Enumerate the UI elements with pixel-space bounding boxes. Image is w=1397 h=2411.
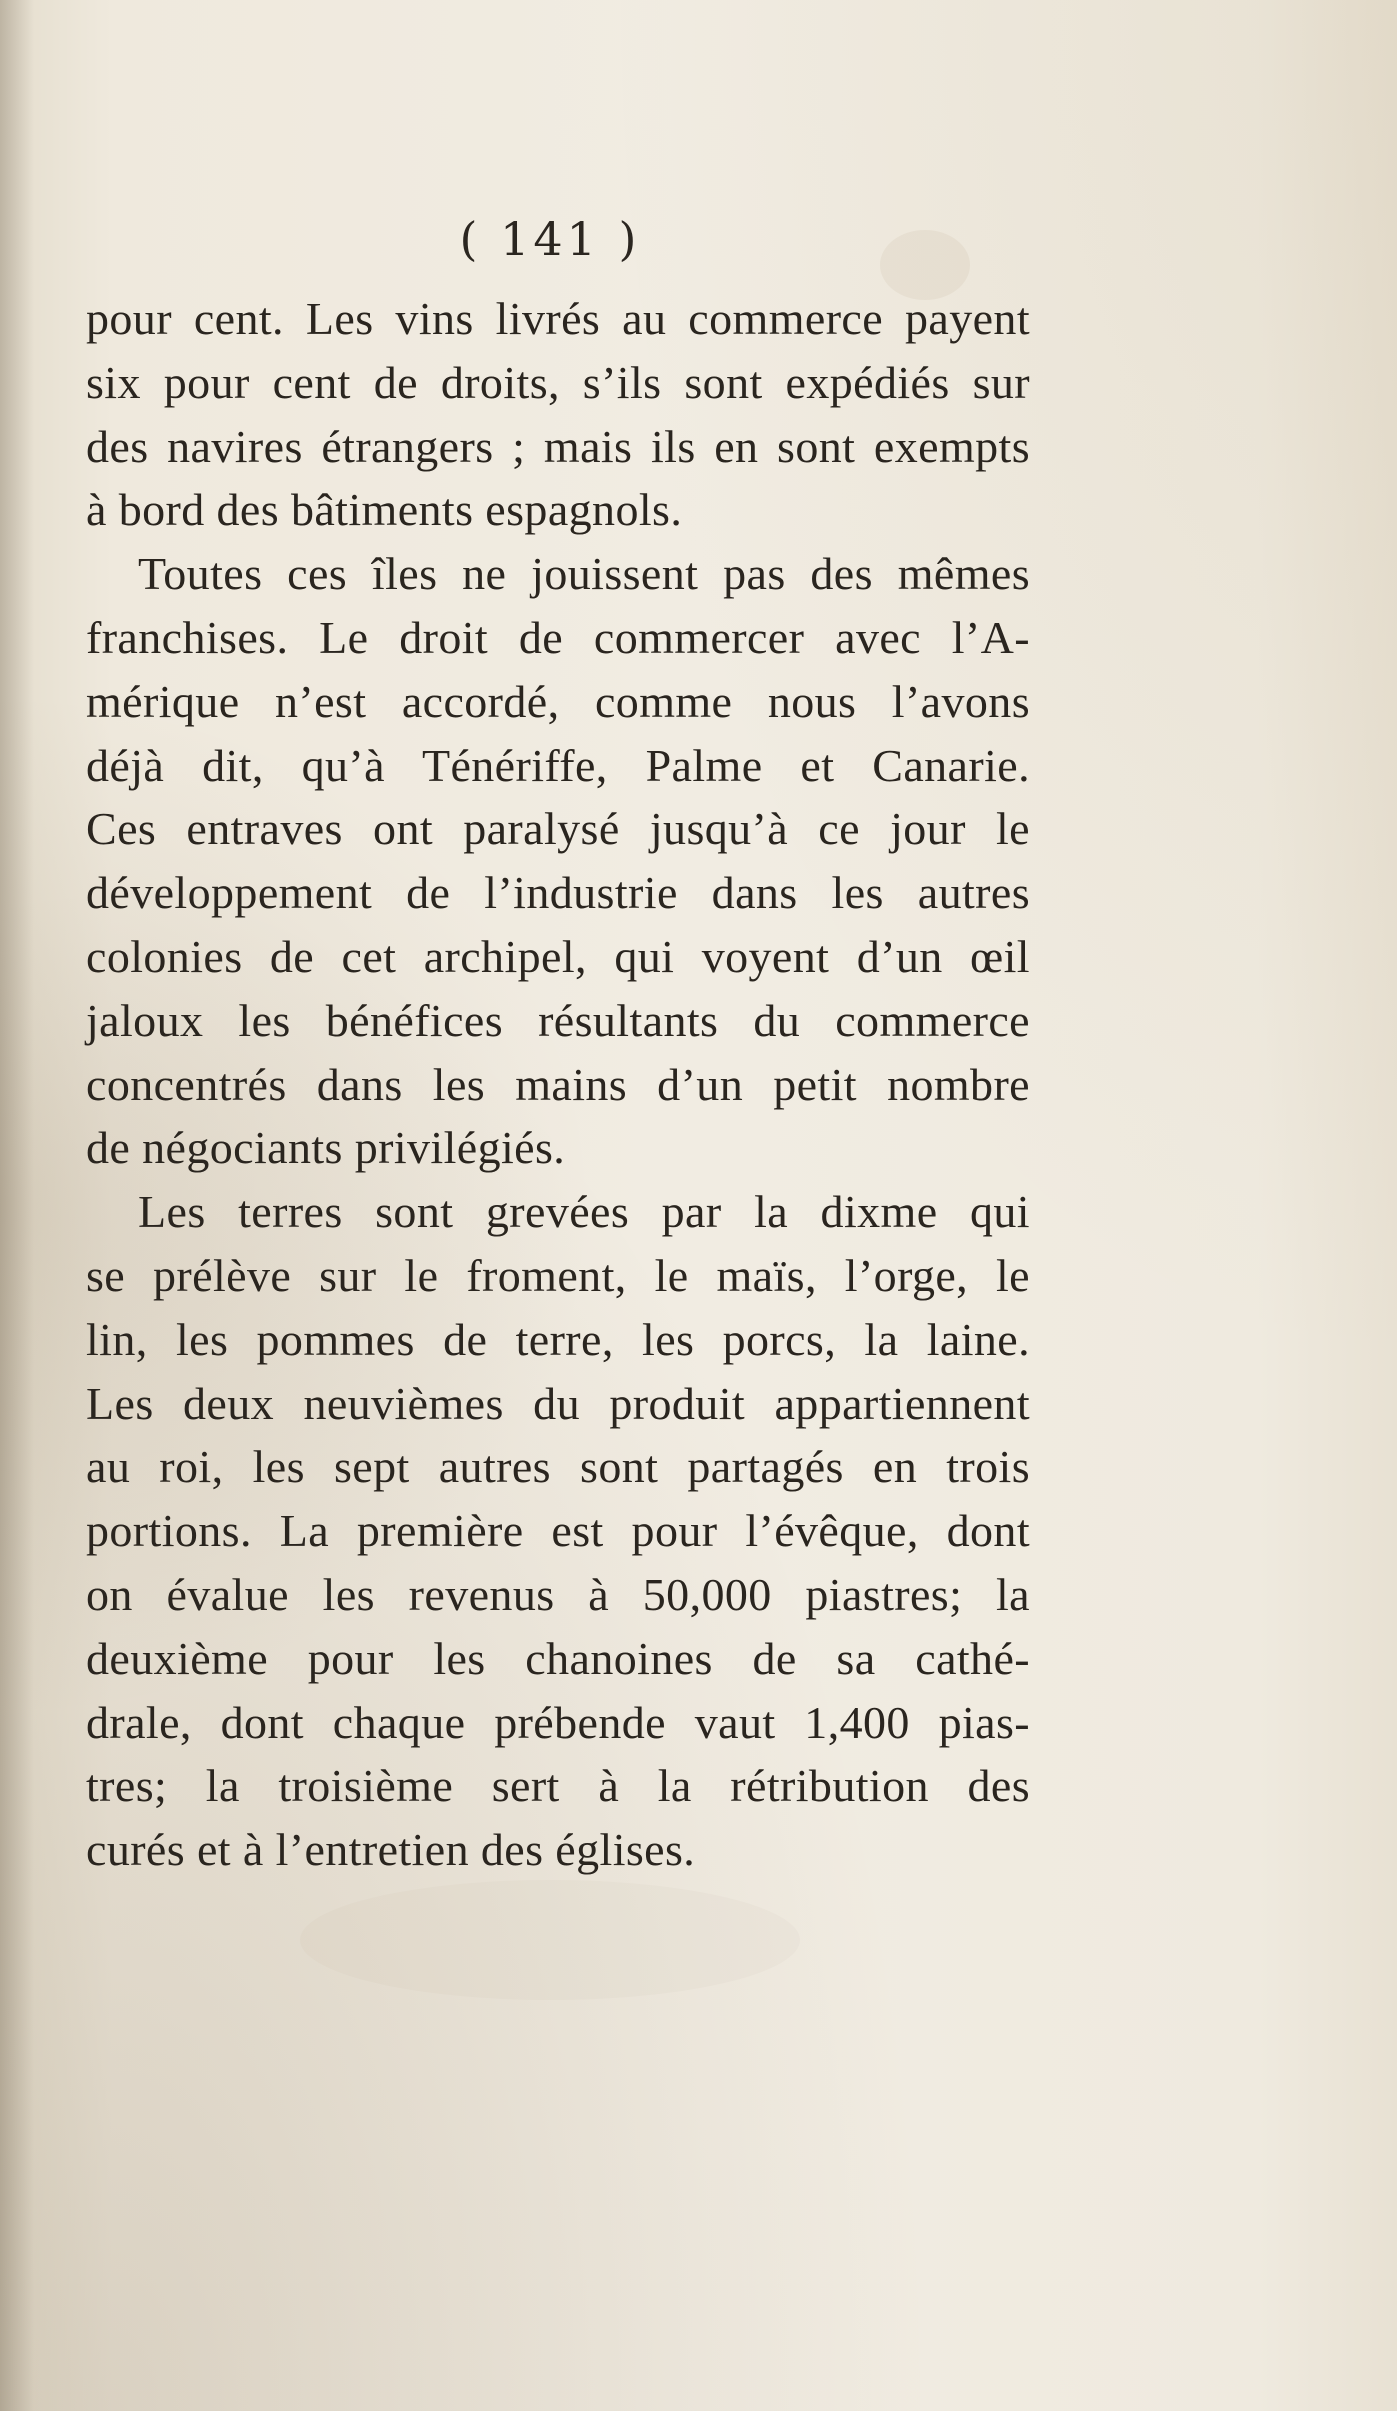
text-line: mérique n’est accordé, comme nous l’avons <box>86 675 1030 727</box>
text-line: colonies de cet archipel, qui voyent d’un œil <box>86 930 1030 982</box>
text-line: curés et à l’entretien des églises. <box>86 1824 696 1876</box>
text-line: de négociants privilégiés. <box>86 1122 566 1174</box>
spine-shadow <box>0 0 34 2411</box>
text-line: développement de l’industrie dans les autres <box>86 867 1030 919</box>
page-number: ( 141 ) <box>459 212 641 266</box>
text-line: Les terres sont grevées par la dixme qui <box>138 1186 1030 1238</box>
text-line: tres; la troisième sert à la rétribution des <box>86 1760 1030 1812</box>
text-line: jaloux les bénéfices résultants du commerce <box>86 994 1030 1046</box>
text-line: franchises. Le droit de commercer avec l’A- <box>86 611 1030 663</box>
text-line: Les deux neuvièmes du produit appartiennent <box>86 1377 1030 1429</box>
text-line: drale, dont chaque prébende vaut 1,400 pias- <box>86 1696 1030 1748</box>
text-line: on évalue les revenus à 50,000 piastres; la <box>86 1568 1030 1620</box>
text-line: à bord des bâtiments espagnols. <box>86 484 683 536</box>
text-line: pour cent. Les vins livrés au commerce payent <box>86 293 1030 344</box>
text-line: six pour cent de droits, s’ils sont expédiés sur <box>86 356 1030 408</box>
text-line: des navires étrangers ; mais ils en sont exempts <box>86 420 1030 472</box>
text-line: lin, les pommes de terre, les porcs, la laine. <box>86 1313 1030 1365</box>
paper-stain <box>300 1880 800 2000</box>
text-line: Toutes ces îles ne jouissent pas des mêmes <box>138 548 1030 600</box>
text-line: Ces entraves ont paralysé jusqu’à ce jour le <box>86 803 1030 855</box>
body-text <box>86 287 1030 1882</box>
text-line: au roi, les sept autres sont partagés en trois <box>86 1441 1030 1493</box>
text-line: déjà dit, qu’à Ténériffe, Palme et Canarie. <box>86 739 1030 791</box>
text-line: deuxième pour les chanoines de sa cathé- <box>86 1632 1030 1684</box>
text-line: concentrés dans les mains d’un petit nombre <box>86 1058 1030 1110</box>
text-line: portions. La première est pour l’évêque, dont <box>86 1505 1030 1557</box>
text-line: se prélève sur le froment, le maïs, l’orge, le <box>86 1249 1030 1301</box>
